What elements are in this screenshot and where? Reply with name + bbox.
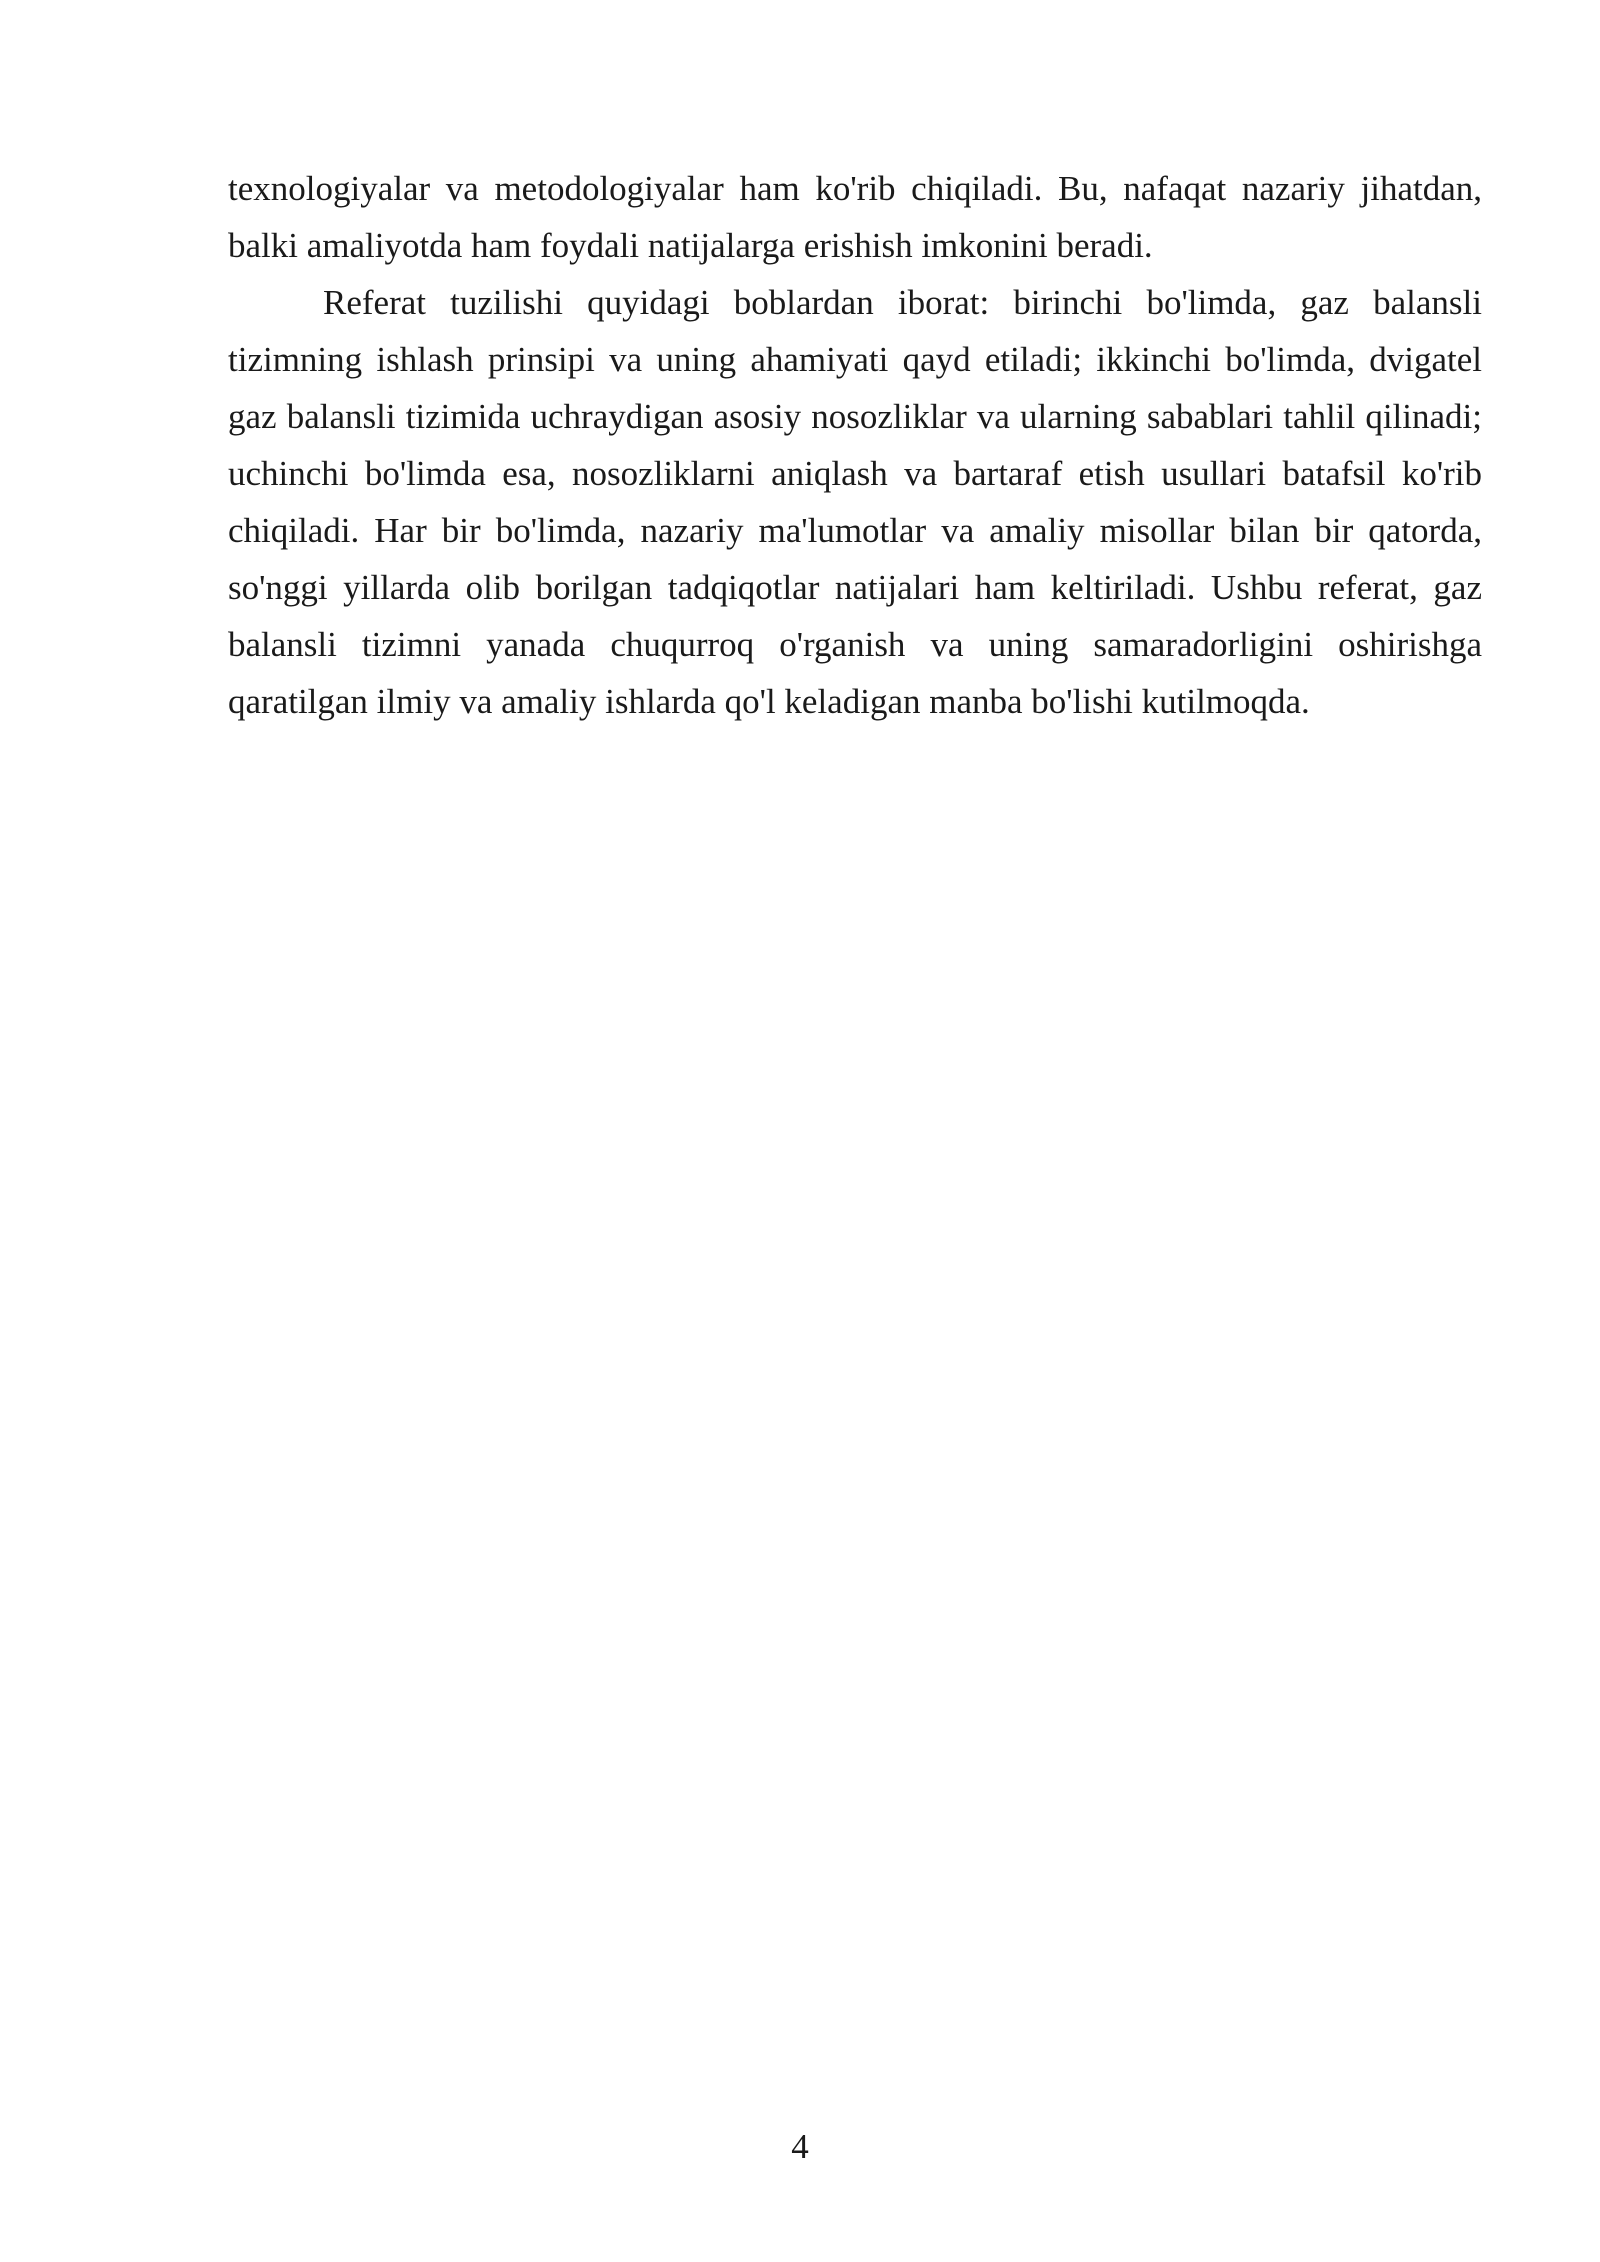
paragraph-continuation: texnologiyalar va metodologiyalar ham ko'rib chiqiladi. Bu, nafaqat nazariy jihatdan, balki amaliyotda ham foydali natijalarga erishish imkonini beradi. xyxy=(228,169,1482,265)
paragraph-structure: Referat tuzilishi quyidagi boblardan iborat: birinchi bo'limda, gaz balansli tizimning ishlash prinsipi va uning ahamiyati qayd etiladi; ikkinchi bo'limda, dvigatel gaz balansli tizimida uchraydigan asosiy nosozliklar va ularning sabablari tahlil qilinadi; uchinchi bo'limda esa, nosozliklarni aniqlash va bartaraf etish usullari batafsil ko'rib chiqiladi. Har bir bo'limda, nazariy ma'lumotlar va amaliy misollar bilan bir qatorda, so'nggi yillarda olib borilgan tadqiqotlar natijalari ham keltiriladi. Ushbu referat, gaz balansli tizimni yanada chuqurroq o'rganish va uning samaradorligini oshirishga qaratilgan ilmiy va amaliy ishlarda qo'l keladigan manba bo'lishi kutilmoqda. xyxy=(228,283,1482,721)
body-text xyxy=(228,160,1482,730)
page-number: 4 xyxy=(791,2127,809,2166)
